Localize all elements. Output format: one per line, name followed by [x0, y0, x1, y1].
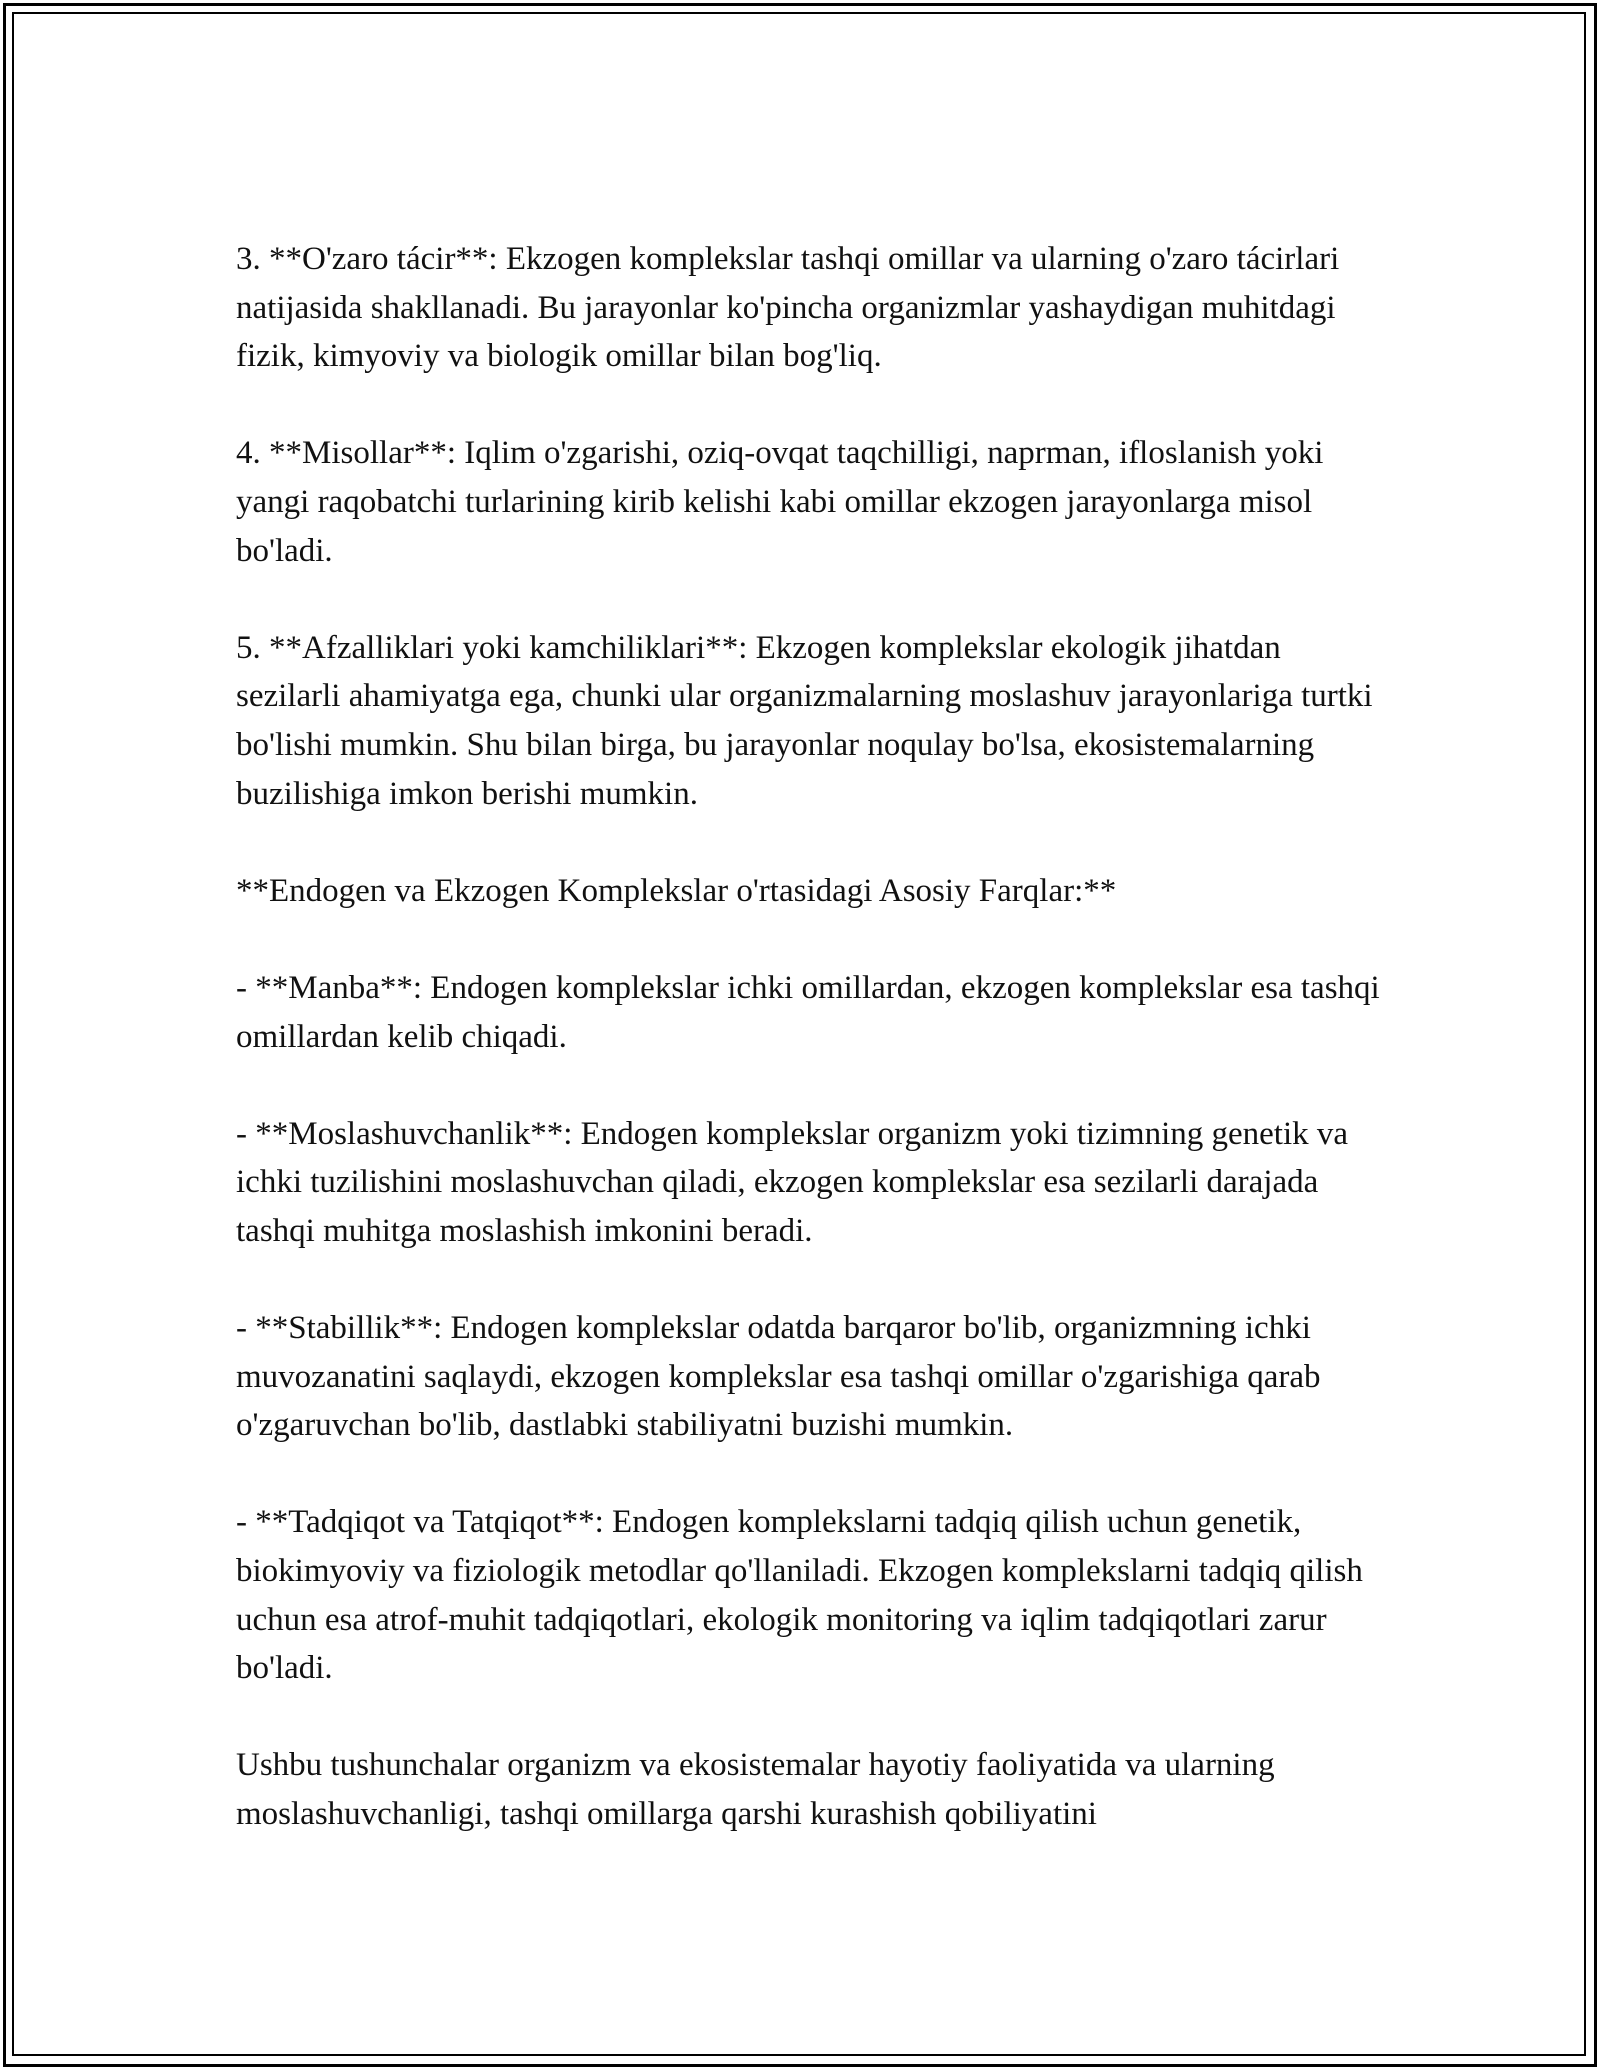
document-body: [236, 235, 1386, 1839]
bullet-stability: - **Stabillik**: Endogen komplekslar odatda barqaror bo'lib, organizmning ichki muvozanatini saqlaydi, ekzogen komplekslar esa tashqi omillar o'zgarishiga qarab o'zgaruvchan bo'lib, dastlabki stabiliyatni buzishi mumkin.: [236, 1310, 1321, 1444]
paragraph-item-5-pros-cons: 5. **Afzalliklari yoki kamchiliklari**: Ekzogen komplekslar ekologik jihatdan sezilarli ahamiyatga ega, chunki ular organizmalarning moslashuv jarayonlariga turtki bo'lishi mumkin. Shu bilan birga, bu jarayonlar noqulay bo'lsa, ekosistemalarning buzilishiga imkon berishi mumkin.: [236, 629, 1373, 812]
paragraph-item-3-interaction: 3. **O'zaro tácir**: Ekzogen komplekslar tashqi omillar va ularning o'zaro tácirlari natijasida shakllanadi. Bu jarayonlar ko'pincha organizmlar yashaydigan muhitdagi fizik, kimyoviy va biologik omillar bilan bog'liq.: [236, 241, 1340, 375]
closing-paragraph: Ushbu tushunchalar organizm va ekosistemalar hayotiy faoliyatida va ularning moslashuvchanligi, tashqi omillarga qarshi kurashish qobiliyatini: [236, 1747, 1275, 1832]
bullet-research: - **Tadqiqot va Tatqiqot**: Endogen komplekslarni tadqiq qilish uchun genetik, biokimyoviy va fiziologik metodlar qo'llaniladi. Ekzogen komplekslarni tadqiq qilish uchun esa atrof-muhit tadqiqotlari, ekologik monitoring va iqlim tadqiqotlari zarur bo'ladi.: [236, 1504, 1363, 1687]
bullet-source: - **Manba**: Endogen komplekslar ichki omillardan, ekzogen komplekslar esa tashqi omillardan kelib chiqadi.: [236, 969, 1380, 1055]
paragraph-item-4-examples: 4. **Misollar**: Iqlim o'zgarishi, oziq-ovqat taqchilligi, naprman, ifloslanish yoki yangi raqobatchi turlarining kirib kelishi kabi omillar ekzogen jarayonlarga misol bo'ladi.: [236, 435, 1324, 569]
section-heading-key-differences: **Endogen va Ekzogen Komplekslar o'rtasidagi Asosiy Farqlar:**: [236, 872, 1117, 909]
bullet-flexibility: - **Moslashuvchanlik**: Endogen komplekslar organizm yoki tizimning genetik va ichki tuzilishini moslashuvchan qiladi, ekzogen komplekslar esa sezilarli darajada tashqi muhitga moslashish imkonini beradi.: [236, 1115, 1349, 1249]
